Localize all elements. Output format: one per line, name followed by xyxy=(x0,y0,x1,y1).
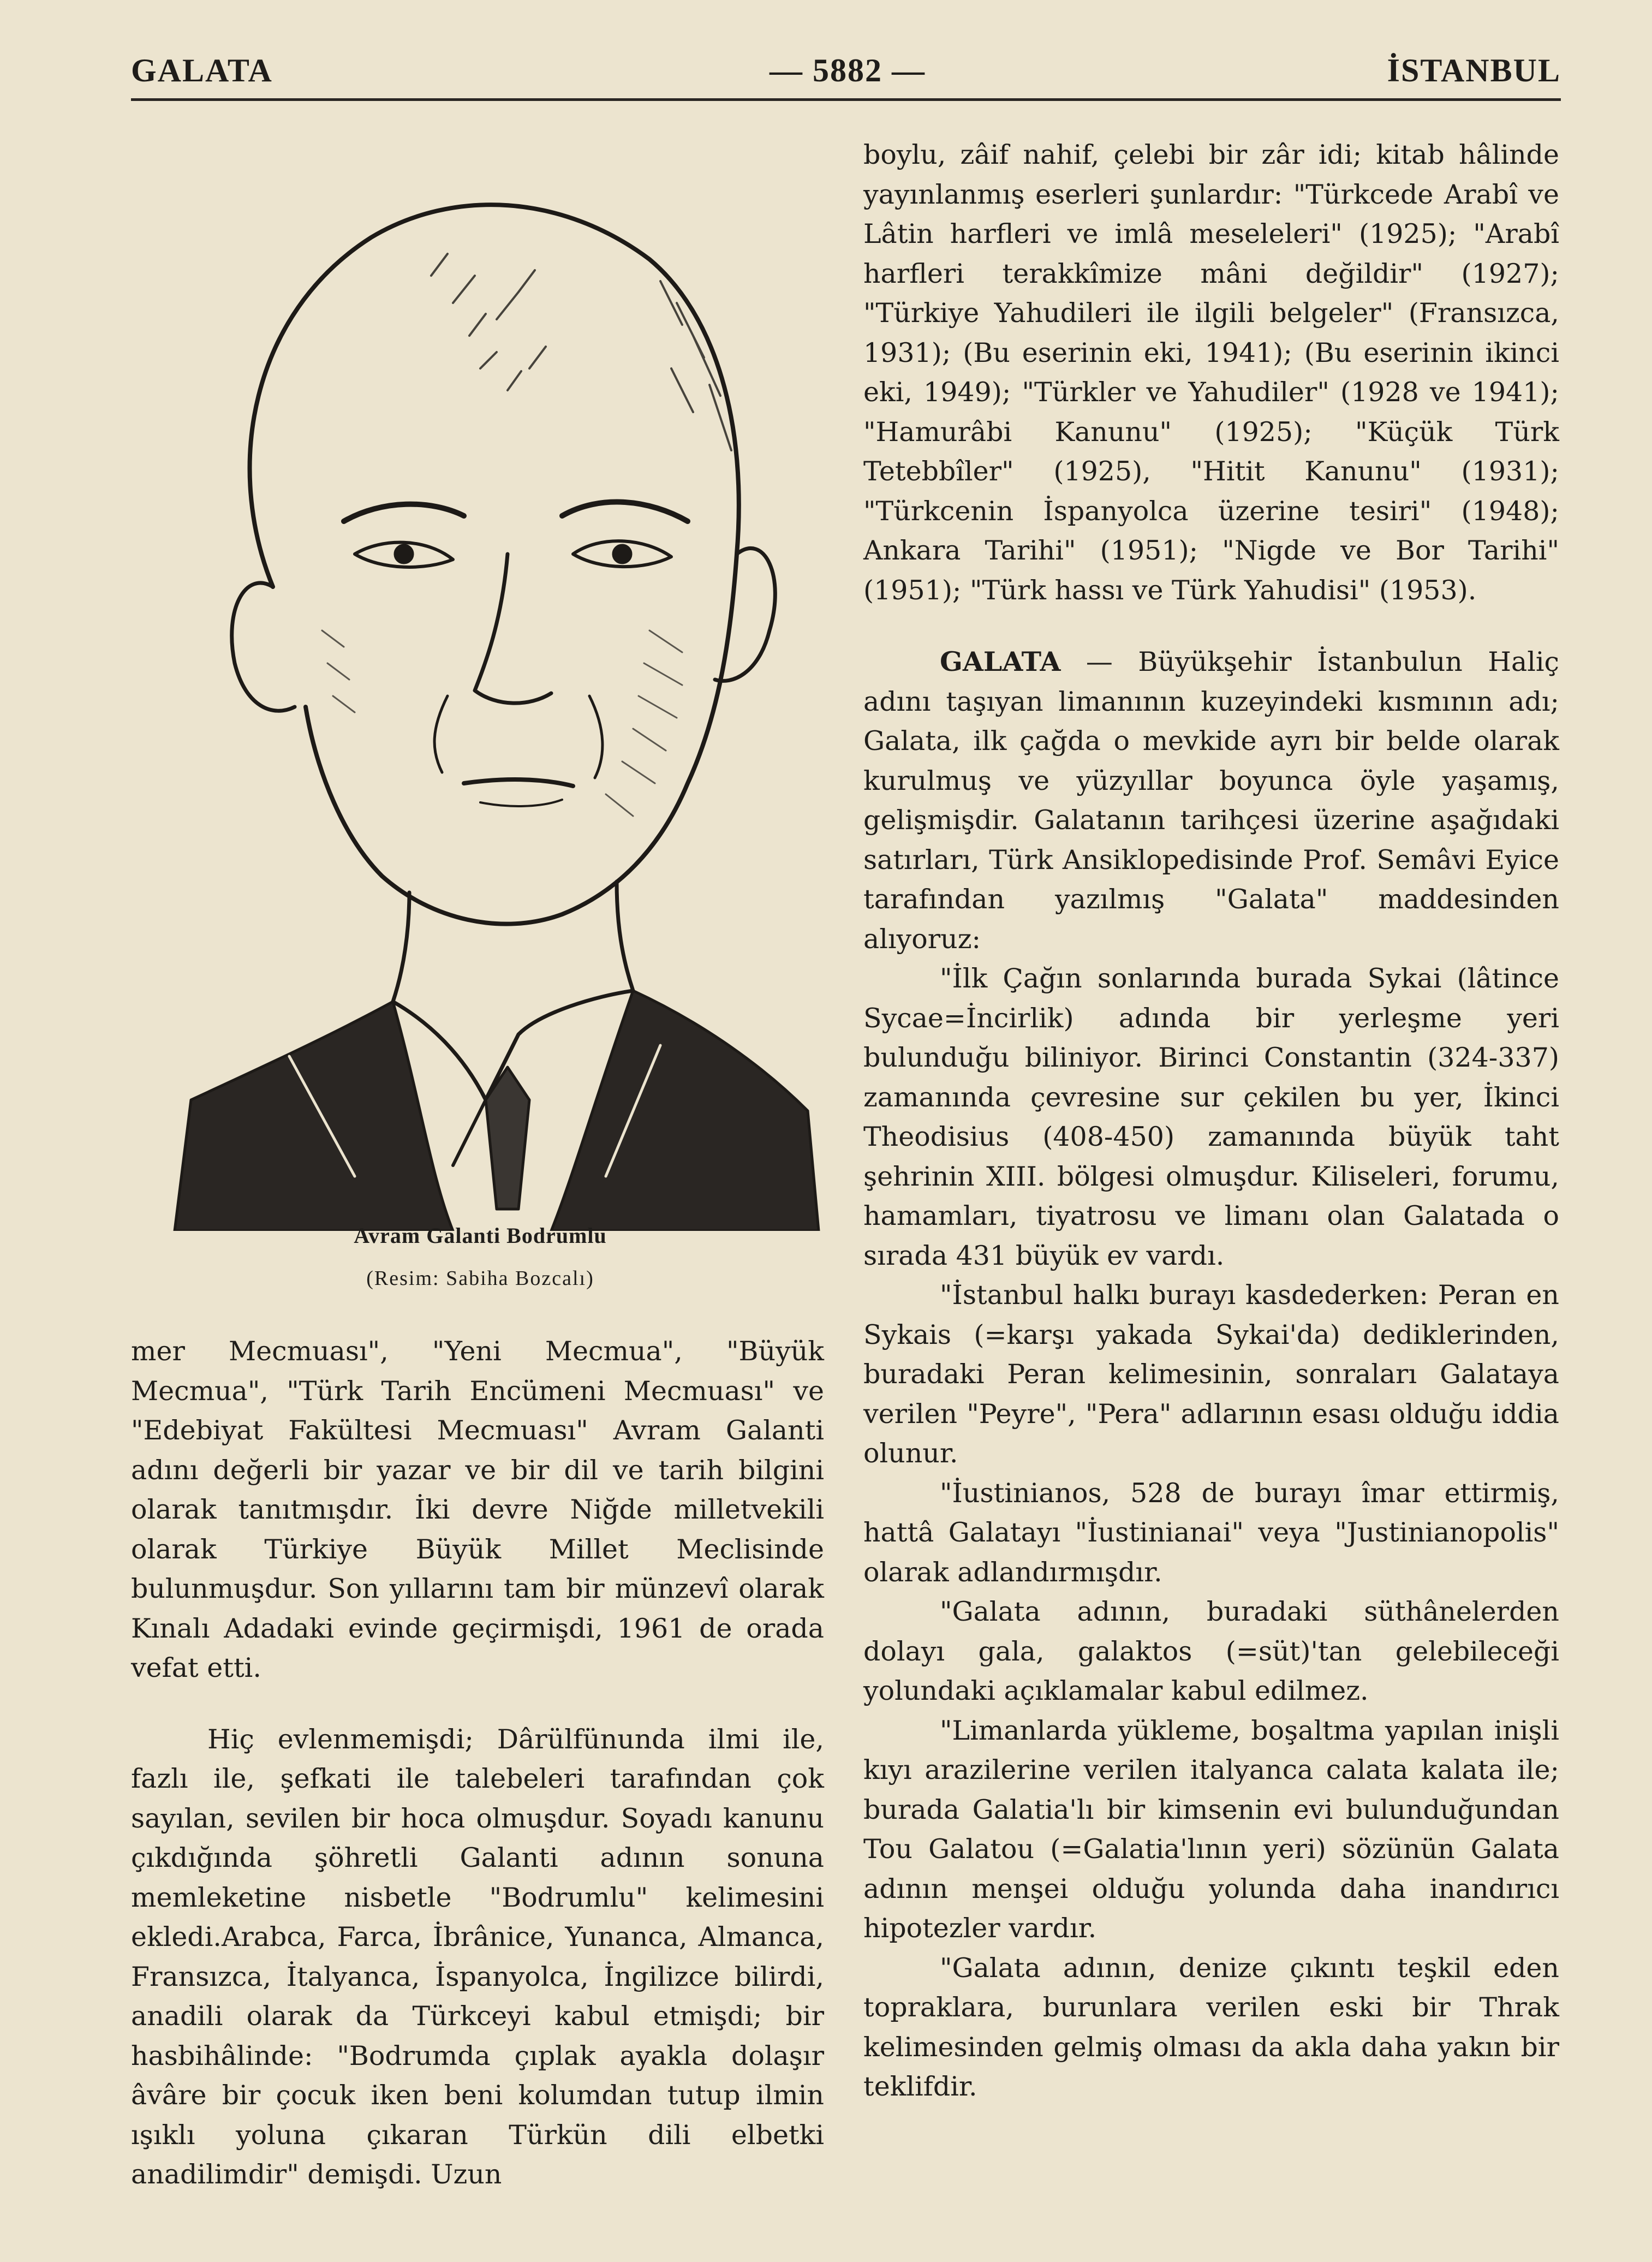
portrait-credit: (Resim: Sabiha Bozcalı) xyxy=(366,1267,594,1290)
galata-entry xyxy=(863,642,1559,959)
quote-paragraph-4: "Galata adının, buradaki süthânelerden dolayı gala, galaktos (=süt)'tan gelebileceği yolundaki açıklamalar kabul edilmez. xyxy=(863,1596,1559,1706)
header-rule xyxy=(131,98,1561,101)
left-paragraph-2: Hiç evlenmemişdi; Dârülfünunda ilmi ile, fazlı ile, şefkati ile talebeleri tarafından çok sayılan, sevilen bir hoca olmuşdur. Soyadı kanunu çıkdığında şöhretli Galanti adının sonuna memleketine nisbetle "Bodrumlu" kelimesini ekledi.Arabca, Farca, İbrânice, Yunanca, Almanca, Fransızca, İtalyanca, İspanyolca, İngilizce bilirdi, anadili olarak da Türkceyi kabul etmişdi; bir hasbihâlinde: "Bodrumda çıplak ayakla dolaşır âvâre bir çocuk iken beni kolumdan tutup ilmin ışıklı yoluna çıkaran Türkün dili elbetki anadilimdir" demişdi. Uzun xyxy=(131,1723,824,2190)
quote-paragraph-1: "İlk Çağın sonlarında burada Sykai (lâtince Sycae=İncirlik) adında bir yerleşme yeri bulunduğu biliniyor. Birinci Constantin (324-337) zamanında çevresine sur çekilen bu yer, İkinci Theodisius (408-450) zamanında büyük taht şehrinin XIII. bölgesi olmuşdur. Kiliseleri, forumu, hamamları, tiyatrosu ve limanı olan Galatada o sırada 431 büyük ev vardı. xyxy=(863,963,1559,1271)
right-column xyxy=(863,135,1559,2107)
quote-paragraph-2: "İstanbul halkı burayı kasdederken: Peran en Sykais (=karşı yakada Sykai'da) dediklerinden, buradaki Peran kelimesinin, sonraları Galataya verilen "Peyre", "Pera" adlarının esası olduğu iddia olunur. xyxy=(863,1279,1559,1469)
page-number: — 5882 — xyxy=(770,52,926,88)
quote-paragraph-5: "Limanlarda yükleme, boşaltma yapılan inişli kıyı arazilerine verilen italyanca calata kalata ile; burada Galatia'lı bir kimsenin evi bulunduğundan Tou Galatou (=Galatia'lının yeri) sözünün Galata adının menşei olduğu yolunda daha inandırıcı hipotezler vardır. xyxy=(863,1715,1559,1944)
page-header xyxy=(131,52,1561,101)
portrait-illustration xyxy=(126,139,830,1231)
quote-paragraph-6: "Galata adının, denize çıkıntı teşkil eden topraklara, burunlara verilen eski bir Thrak kelimesinden gelmiş olması da akla daha yakın bir teklifdir. xyxy=(863,1952,1559,2102)
left-paragraph-1: mer Mecmuası", "Yeni Mecmua", "Büyük Mecmua", "Türk Tarih Encümeni Mecmuası" ve "Edebiyat Fakültesi Mecmuası" Avram Galanti adını değerli bir yazar ve bir dil ve tarih bilgini olarak tanıtmışdır. İki devre Niğde milletvekili olarak Türkiye Büyük Millet Meclisinde bulunmuşdur. Son yıllarını tam bir münzevî olarak Kınalı Adadaki evinde geçirmişdi, 1961 de orada vefat etti. xyxy=(131,1336,824,1683)
right-paragraph-1: boylu, zâif nahif, çelebi bir zâr idi; kitab hâlinde yayınlanmış eserleri şunlardır: "Türkcede Arabî ve Lâtin harfleri ve imlâ meseleleri" (1925); "Arabî harfleri terakkîmize mâni değildir" (1927); "Türkiye Yahudileri ile ilgili belgeler" (Fransızca, 1931); (Bu eserinin eki, 1941); (Bu eserinin ikinci eki, 1949); "Türkler ve Yahudiler" (1928 ve 1941); "Hamurâbi Kanunu" (1925); "Küçük Türk Tetebbîler" (1925), "Hitit Kanunu" (1931); "Türkcenin İspanyolca üzerine tesiri" (1948); Ankara Tarihi" (1951); "Nigde ve Bor Tarihi" (1951); "Türk hassı ve Türk Yahudisi" (1953). xyxy=(863,139,1559,606)
left-column xyxy=(131,1332,824,2195)
header-entry-word: GALATA xyxy=(131,52,273,88)
header-encyclopedia-title: İSTANBUL xyxy=(1387,52,1561,88)
entry-title: GALATA xyxy=(940,646,1061,677)
quote-paragraph-3: "İustinianos, 528 de burayı îmar ettirmiş, hattâ Galatayı "İustinianai" veya "Justinianopolis" olarak adlandırmışdır. xyxy=(863,1477,1559,1588)
portrait-caption: Avram Galanti Bodrumlu xyxy=(354,1223,607,1248)
entry-intro: — Büyükşehir İstanbulun Haliç adını taşıyan limanının kuzeyindeki kısmının adı; Galata, ilk çağda o mevkide ayrı bir belde olarak kurulmuş ve yüzyıllar boyunca öyle yaşamış, gelişmişdir. Galatanın tarihçesi üzerine aşağıdaki satırları, Türk Ansiklopedisinde Prof. Semâvi Eyice tarafından yazılmış "Galata" maddesinden alıyoruz: xyxy=(863,646,1559,955)
